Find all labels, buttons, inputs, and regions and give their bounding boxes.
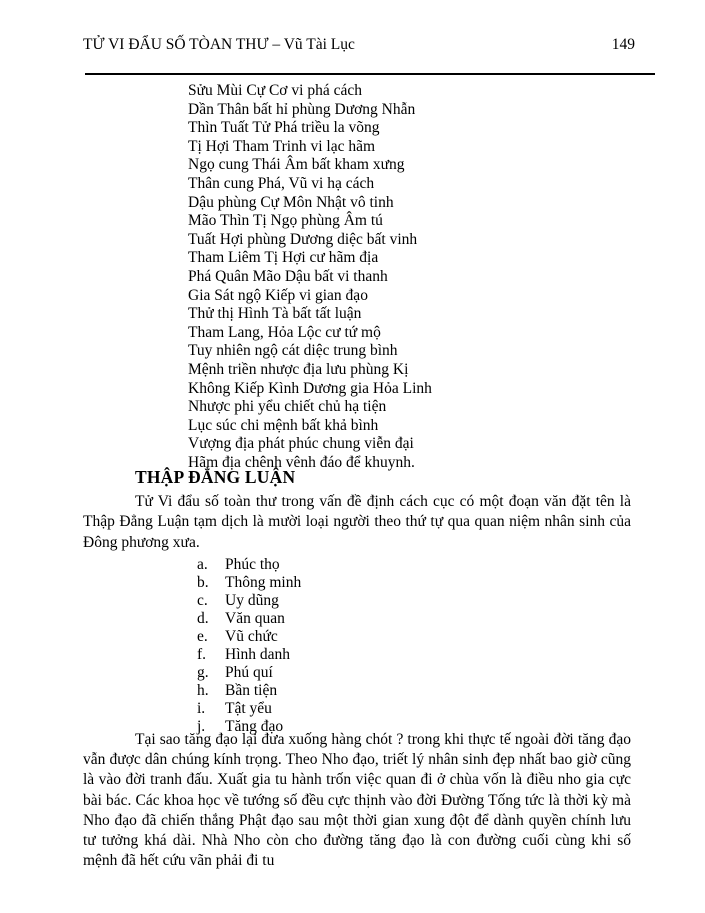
list-item (197, 682, 301, 700)
verse-line: Hãm địa chênh vênh đáo để khuynh. (188, 453, 415, 471)
verse-line: Phá Quân Mão Dậu bất vi thanh (188, 267, 388, 285)
list-item (197, 700, 301, 718)
verse-line: Tuy nhiên ngộ cát diệc trung bình (188, 342, 398, 360)
header-rule (85, 73, 655, 75)
verse-line: Ngọ cung Thái Âm bất kham xưng (188, 156, 405, 174)
list-marker: f. (197, 646, 207, 663)
verse-line: Sửu Mùi Cự Cơ vi phá cách (188, 82, 362, 99)
list-label: Bần tiện (225, 682, 278, 699)
list-marker: e. (197, 628, 208, 645)
list-marker: j. (197, 718, 206, 735)
verse-line: Dậu phùng Cự Môn Nhật vô tinh (188, 193, 394, 211)
verse-line: Gia Sát ngộ Kiếp vi gian đạo (188, 286, 368, 304)
page-number: 149 (611, 36, 635, 53)
verse-line: Nhược phi yểu chiết chủ hạ tiện (188, 398, 387, 416)
verse-line: Thìn Tuất Tử Phá triều la võng (188, 119, 380, 137)
section-heading: THẬP ĐẲNG LUẬN (135, 467, 296, 487)
list-marker: g. (197, 664, 209, 681)
list-marker: i. (197, 700, 206, 717)
verse-line: Lục súc chi mệnh bất khả bình (188, 416, 379, 434)
verse-line: Tuất Hợi phùng Dương diệc bất vinh (188, 230, 418, 248)
verse-line: Mệnh triền nhược địa lưu phùng Kị (188, 360, 409, 378)
verse-line: Dần Thân bất hỉ phùng Dương Nhẫn (188, 100, 416, 118)
list-label: Phú quí (225, 664, 273, 681)
verse-line: Vượng địa phát phúc chung viễn đại (188, 435, 414, 453)
list-item (197, 646, 301, 664)
verse-block (188, 82, 432, 472)
verse-line: Không Kiếp Kình Dương gia Hỏa Linh (188, 379, 432, 397)
list-label: Tăng đạo (225, 718, 284, 735)
list-marker: a. (197, 556, 208, 573)
list-item (197, 592, 301, 610)
list-marker: d. (197, 610, 209, 627)
verse-line: Tham Liêm Tị Hợi cư hãm địa (188, 249, 379, 267)
list-item (197, 664, 301, 682)
verse-line: Thử thị Hình Tà bất tất luận (188, 305, 362, 323)
body-paragraph: Tại sao tăng đạo lại đưa xuống hàng chót ? trong khi thực tế ngoài đời tăng đạo vẫn được dân chúng kính trọng. Theo Nho đạo, triết lý nhân sinh đẹp nhất bao giờ cũng là vào đời tranh đấu. Xuất gia tu hành trốn việc quan đi ở chùa vốn là điều nho gia cực bài bác. Các khoa học về tướng số đều cực thịnh vào đời Đường Tống tức là thời kỳ mà Nho đạo đã chiến thắng Phật đạo sau một thời gian xung đột để dành quyền chính lưu tư tưởng khá dài. Nhà Nho còn cho đường tăng đạo là con đường cuối cùng khi số mệnh đã hết cứu vãn phải đi tu (83, 731, 631, 870)
list-label: Vũ chức (225, 628, 278, 645)
verse-line: Mão Thìn Tị Ngọ phùng Âm tú (188, 212, 383, 230)
ranking-list (197, 556, 301, 736)
page-header (83, 36, 635, 54)
book-title: TỬ VI ĐẨU SỐ TÒAN THƯ – Vũ Tài Lục (83, 36, 355, 53)
list-marker: b. (197, 574, 209, 591)
list-item (197, 556, 301, 574)
list-label: Tật yểu (225, 700, 272, 717)
list-label: Thông minh (225, 574, 302, 591)
list-label: Văn quan (225, 610, 285, 627)
list-item (197, 610, 301, 628)
list-marker: c. (197, 592, 208, 609)
list-marker: h. (197, 682, 209, 699)
list-label: Uy dũng (225, 592, 279, 609)
verse-line: Tham Lang, Hỏa Lộc cư tứ mộ (188, 323, 381, 341)
list-label: Phúc thọ (225, 556, 280, 573)
verse-line: Tị Hợi Tham Trinh vi lạc hãm (188, 137, 376, 155)
list-item (197, 628, 301, 646)
verse-line: Thân cung Phá, Vũ vi hạ cách (188, 174, 375, 192)
list-label: Hình danh (225, 646, 291, 663)
list-item (197, 574, 301, 592)
intro-paragraph: Tử Vi đẩu số toàn thư trong vấn đề định cách cục có một đoạn văn đặt tên là Thập Đẳng Luận tạm dịch là mười loại người theo thứ tự qua quan niệm nhân sinh của Đông phương xưa. (83, 493, 631, 551)
